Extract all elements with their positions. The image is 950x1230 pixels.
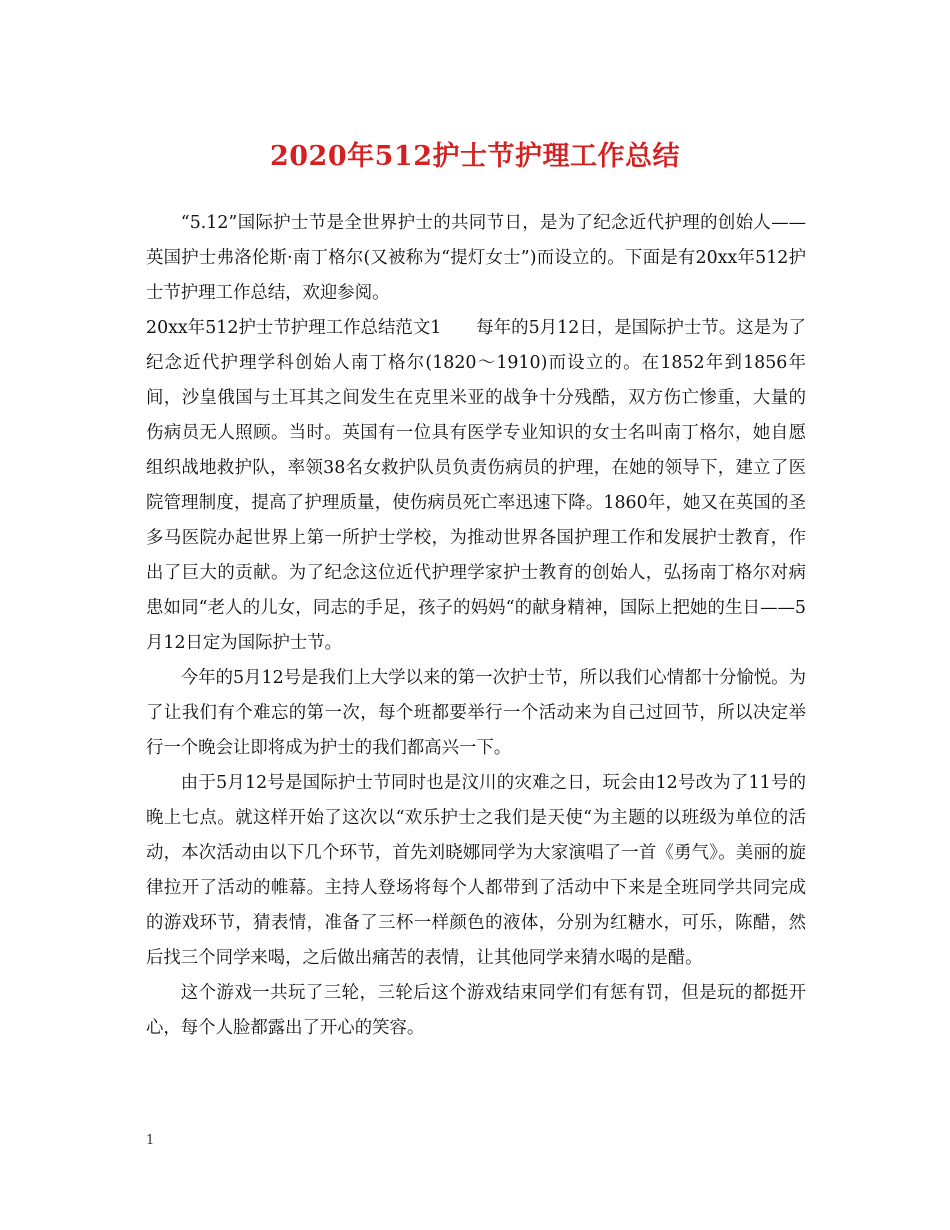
first-nurses-day-paragraph: 今年的5月12号是我们上大学以来的第一次护士节，所以我们心情都十分愉悦。为了让我们有个难忘的第一次，每个班都要举行一个活动来为自己过回节，所以决定举行一个晚会让即将成为护士的我们都高兴一下。 (146, 668, 806, 758)
activity-paragraph: 由于5月12号是国际护士节同时也是汶川的灾难之日，玩会由12号改为了11号的晚上七点。就这样开始了这次以“欢乐护士之我们是天使“为主题的以班级为单位的活动，本次活动由以下几个环节，首先刘晓娜同学为大家演唱了一首《勇气》。美丽的旋律拉开了活动的帷幕。主持人登场将每个人都带到了活动中下来是全班同学共同完成的游戏环节，猜表情，准备了三杯一样颜色的液体，分别为红糖水，可乐，陈醋，然后找三个同学来喝，之后做出痛苦的表情，让其他同学来猜水喝的是醋。 (146, 773, 806, 968)
document-body (146, 206, 806, 1046)
page-number: 1 (146, 1133, 155, 1148)
history-paragraph: 20xx年512护士节护理工作总结范文1 每年的5月12日，是国际护士节。这是为了纪念近代护理学科创始人南丁格尔(1820～1910)而设立的。在1852年到1856年间，沙皇俄国与土耳其之间发生在克里米亚的战争十分残酷，双方伤亡惨重，大量的伤病员无人照顾。当时。英国有一位具有医学专业知识的女士名叫南丁格尔，她自愿组织战地救护队，率领38名女救护队员负责伤病员的护理，在她的领导下，建立了医院管理制度，提高了护理质量，使伤病员死亡率迅速下降。1860年，她又在英国的圣多马医院办起世界上第一所护士学校，为推动世界各国护理工作和发展护士教育，作出了巨大的贡献。为了纪念这位近代护理学家护士教育的创始人，弘扬南丁格尔对病患如同“老人的儿女，同志的手足，孩子的妈妈“的献身精神，国际上把她的生日——5月12日定为国际护士节。 (146, 318, 806, 653)
intro-paragraph: “5.12”国际护士节是全世界护士的共同节日，是为了纪念近代护理的创始人——英国护士弗洛伦斯·南丁格尔(又被称为“提灯女士”)而设立的。下面是有20xx年512护士节护理工作总结，欢迎参阅。 (146, 213, 806, 303)
document-title: 2020年512护士节护理工作总结 (269, 141, 680, 172)
game-paragraph: 这个游戏一共玩了三轮，三轮后这个游戏结束同学们有惩有罚，但是玩的都挺开心，每个人脸都露出了开心的笑容。 (146, 983, 806, 1038)
